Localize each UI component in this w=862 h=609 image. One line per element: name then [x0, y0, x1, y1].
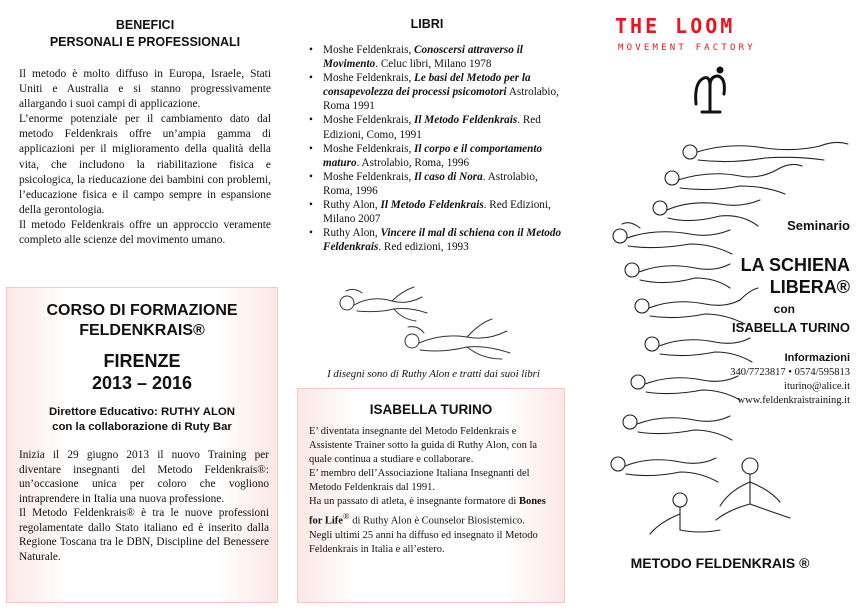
bones-for-life: Bones for Life	[309, 496, 546, 527]
book-publisher: . Astrolabio, Roma, 1996	[356, 156, 470, 169]
figure-3	[653, 200, 760, 226]
book-author: Moshe Feldenkrais,	[323, 142, 415, 155]
book-publisher: . Red Edizioni, Milano 2007	[323, 199, 551, 226]
book-item	[309, 113, 569, 141]
book-author: Moshe Feldenkrais,	[323, 72, 415, 85]
book-title: Conoscersi attraverso il Movimento	[323, 44, 523, 71]
book-author: Ruthy Alon,	[323, 199, 381, 212]
book-publisher: . Red edizioni, 1993	[378, 241, 469, 254]
book-author: Moshe Feldenkrais,	[323, 170, 415, 183]
course-text	[19, 448, 269, 564]
benefici-heading-line2: PERSONALI E PROFESSIONALI	[49, 35, 241, 49]
isabella-bio-box	[297, 388, 565, 603]
figure-1	[683, 142, 848, 161]
book-title: Il caso di Nora	[414, 170, 483, 183]
course-director	[17, 405, 267, 434]
book-author: Ruthy Alon,	[323, 227, 381, 240]
book-author: Moshe Feldenkrais,	[323, 44, 415, 56]
book-item	[309, 226, 569, 254]
registered-mark: ®	[342, 511, 350, 521]
figure-2	[665, 164, 802, 194]
course-title	[17, 301, 267, 341]
presenter-name: ISABELLA TURINO	[732, 320, 850, 335]
book-item	[309, 71, 569, 113]
benefici-paragraph: Il metodo è molto diffuso in Europa, Israele, Stati Uniti e Australia e si stanno progressivamente allargando i suoi campi di applicazione.	[19, 68, 271, 111]
books-heading: LIBRI	[410, 17, 444, 31]
figure-7	[645, 337, 752, 362]
email-address: iturino@alice.it	[784, 381, 850, 392]
bullet: •	[309, 72, 313, 85]
book-item	[309, 142, 569, 170]
bio-text	[309, 425, 557, 557]
figure-12	[650, 493, 720, 534]
benefici-heading-line1: BENEFICI	[115, 18, 175, 32]
figure-4	[613, 223, 732, 254]
book-item	[309, 198, 569, 226]
book-title: Il corpo e il comportamento maturo	[323, 142, 543, 169]
book-publisher: . Celuc libri, Milano 1978	[375, 58, 492, 71]
figures-illustration	[580, 130, 862, 545]
seminar-title-line2: LIBERA®	[769, 277, 850, 297]
brand-logo-text: THE LOOM	[615, 14, 736, 38]
bio-text-part: Ha un passato di atleta, è insegnante formatore di	[309, 496, 519, 507]
bullet: •	[309, 142, 313, 155]
drawings-caption: I disegni sono di Ruthy Alon e tratti dai suoi libri	[327, 368, 540, 380]
info-heading: Informazioni	[784, 352, 850, 364]
bullet: •	[309, 44, 313, 56]
bio-text-part: di Ruthy Alon è Counselor Biosistemico.	[349, 515, 525, 527]
benefici-heading	[20, 17, 270, 51]
course-paragraph: Inizia il 29 giugno 2013 il nuovo Training per diventare insegnanti del Metodo Feldenkrais®: un’occasione unica per coloro che vogliono intraprendere in Italia una nuova professione.	[19, 449, 269, 505]
benefici-text	[19, 67, 271, 248]
right-panel	[580, 0, 862, 609]
book-publisher: . Astrolabio, Roma, 1996	[323, 170, 538, 197]
course-director-line2: con la collaborazione di Ruty Bar	[52, 420, 232, 433]
book-title: Vincere il mal di schiena con il Metodo Feldenkrais	[323, 227, 562, 254]
course-location	[17, 350, 267, 394]
left-panel	[0, 0, 287, 609]
bio-paragraph: E’ membro dell’Associazione Italiana Insegnanti del Metodo Feldenkrais dal 1991.	[309, 468, 530, 493]
figure-11	[716, 458, 790, 520]
bullet: •	[309, 170, 313, 183]
lying-figure-2	[405, 319, 510, 359]
bullet: •	[309, 199, 313, 212]
training-course-box	[6, 287, 278, 603]
course-years: 2013 – 2016	[91, 373, 193, 393]
figure-10	[611, 457, 718, 482]
bio-heading: ISABELLA TURINO	[369, 402, 493, 417]
logo-mark-icon	[690, 64, 730, 116]
course-title-line2: FELDENKRAIS®	[79, 322, 205, 339]
books-list	[309, 43, 569, 254]
course-title-line1: CORSO DI FORMAZIONE	[46, 302, 238, 319]
book-title: Il Metodo Feldenkrais	[380, 199, 484, 212]
seminar-title	[670, 254, 850, 298]
seminar-label: Seminario	[787, 218, 850, 233]
benefici-paragraph: L’enorme potenziale per il cambiamento dato dal metodo Feldenkrais offre un’ampia gamma di applicazioni per il miglioramento della qualità della vita, che includono la riabilitazione fisica e psicologica, la rieducazione dei bambini con problemi, l’educazione fisica e il campo sempre in espansione della gerontologia.	[19, 113, 271, 216]
book-item	[309, 43, 569, 71]
course-director-line1: Direttore Educativo: RUTHY ALON	[48, 406, 236, 418]
middle-panel	[287, 0, 580, 609]
book-item	[309, 170, 569, 198]
figure-9	[623, 415, 732, 440]
seminar-title-line1: LA SCHIENA	[740, 255, 850, 275]
bio-paragraph: Negli ultimi 25 anni ha diffuso ed insegnato il Metodo Feldenkrais in Italia e all’estero.	[309, 529, 538, 555]
book-author: Moshe Feldenkrais,	[323, 114, 415, 127]
lying-figure-1	[340, 287, 427, 321]
course-city: FIRENZE	[103, 351, 181, 371]
exercise-drawings	[332, 283, 532, 363]
brand-subtitle: MOVEMENT FACTORY	[618, 43, 756, 53]
bio-paragraph: E’ diventata insegnante del Metodo Feldenkrais e Assistente Trainer sotto la guida di Ruthy Alon, con la quale continua a studiare e collaborare.	[309, 426, 538, 465]
bio-paragraph	[309, 495, 557, 529]
footer-method: METODO FELDENKRAIS ®	[630, 555, 810, 571]
phone-numbers: 340/7723817 • 0574/595813	[730, 367, 850, 378]
seminar-with: con	[773, 302, 795, 316]
course-paragraph: Il Metodo Feldenkrais® è tra le nuove professioni regolamentate dallo Stato italiano ed è inserito dalla Regione Toscana tra le DBN, Discipline del Benessere Naturale.	[19, 507, 269, 563]
benefici-paragraph: Il metodo Feldenkrais offre un approccio veramente completo alle scienze del movimento umano.	[19, 218, 271, 247]
book-publisher: . Red Edizioni, Como, 1991	[323, 114, 541, 141]
website: www.feldenkraistraining.it	[737, 395, 850, 406]
book-title: Le basi del Metodo per la consapevolezza dei processi psicomotori	[323, 72, 531, 99]
bullet: •	[309, 227, 313, 240]
bullet: •	[309, 114, 313, 127]
book-title: Il Metodo Feldenkrais	[414, 114, 518, 127]
book-publisher: Astrolabio, Roma 1991	[323, 86, 559, 113]
figure-8	[631, 375, 740, 400]
